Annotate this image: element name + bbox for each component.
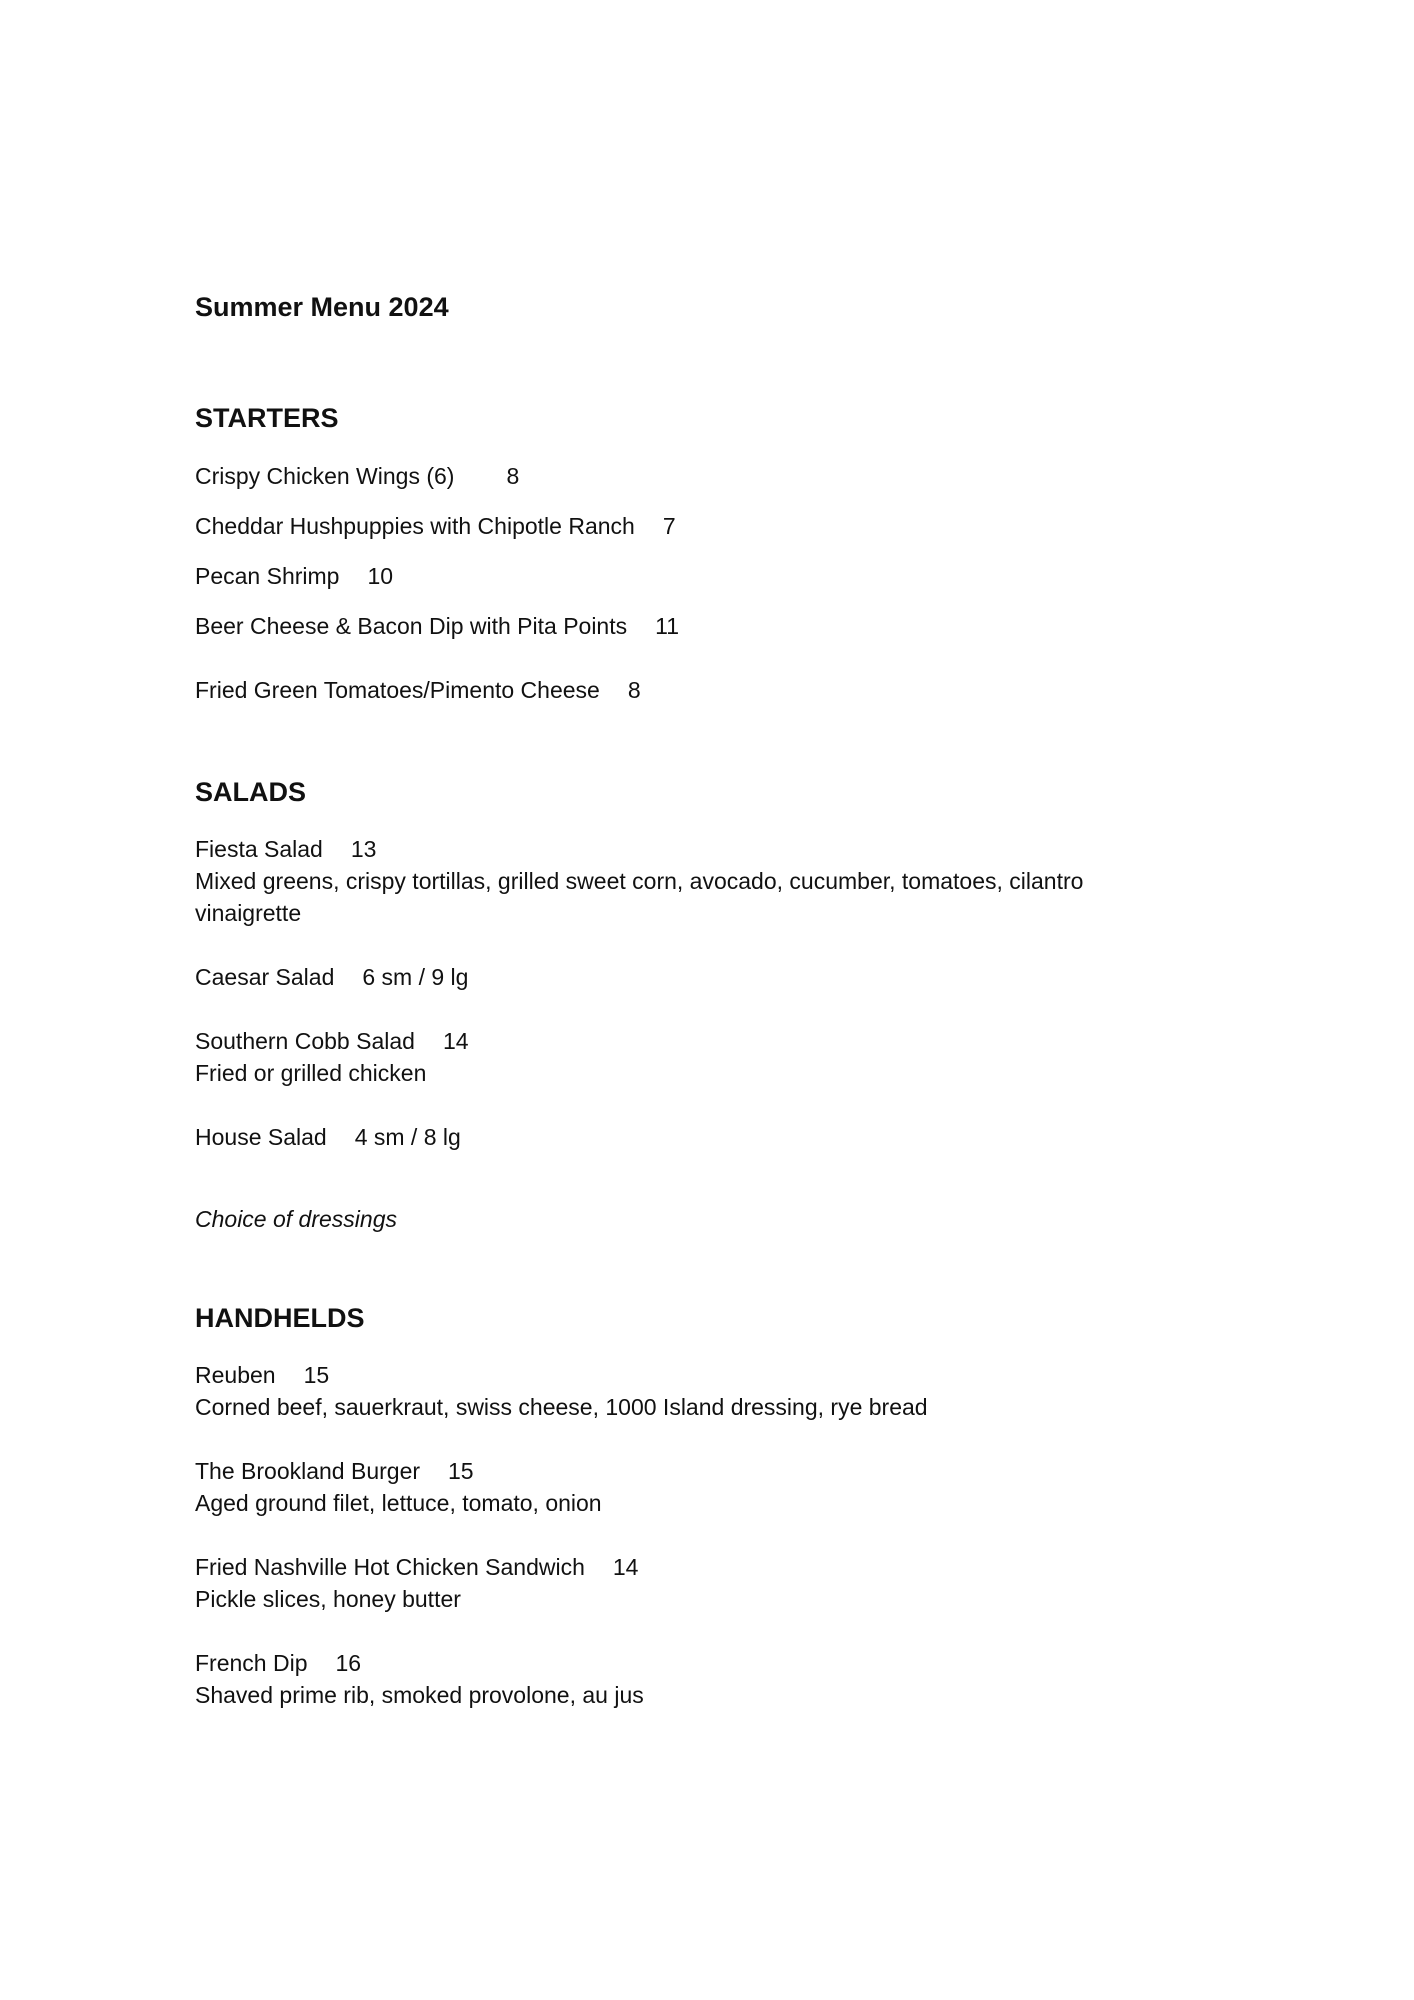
menu-item-price: 14 (612, 1554, 639, 1580)
menu-item-name: The Brookland Burger (195, 1458, 421, 1484)
menu-item-name: House Salad (195, 1124, 327, 1150)
menu-item-name: Fried Nashville Hot Chicken Sandwich (195, 1554, 585, 1580)
menu-item-house-salad (195, 1121, 461, 1153)
section-heading-starters: STARTERS (195, 403, 339, 433)
menu-item-chicken-wings (195, 460, 519, 492)
menu-item-name: Caesar Salad (195, 964, 335, 990)
menu-item-nashville-hot-chicken (195, 1551, 638, 1583)
menu-item-price: 7 (662, 513, 676, 539)
menu-item-description: Shaved prime rib, smoked provolone, au jus (195, 1682, 644, 1708)
menu-item-name: Reuben (195, 1362, 276, 1388)
page-title: Summer Menu 2024 (195, 292, 449, 322)
menu-item-price: 6 sm / 9 lg (362, 964, 469, 990)
menu-page (195, 0, 1295, 2000)
menu-item-pecan-shrimp (195, 560, 393, 592)
menu-item-name: Beer Cheese & Bacon Dip with Pita Points (195, 613, 628, 639)
section-heading-handhelds: HANDHELDS (195, 1303, 365, 1333)
menu-item-description: Fried or grilled chicken (195, 1060, 427, 1086)
menu-item-price: 8 (627, 677, 641, 703)
menu-item-description: Pickle slices, honey butter (195, 1586, 461, 1612)
menu-item-name: Southern Cobb Salad (195, 1028, 415, 1054)
menu-item-french-dip (195, 1647, 361, 1679)
menu-item-price: 8 (506, 463, 520, 489)
menu-item-beer-cheese-dip (195, 610, 679, 642)
menu-item-description: Aged ground filet, lettuce, tomato, onion (195, 1490, 602, 1516)
menu-item-fiesta-salad (195, 833, 376, 865)
menu-item-price: 14 (442, 1028, 469, 1054)
menu-item-brookland-burger (195, 1455, 474, 1487)
menu-item-price: 4 sm / 8 lg (354, 1124, 461, 1150)
menu-item-reuben (195, 1359, 329, 1391)
menu-item-description: Corned beef, sauerkraut, swiss cheese, 1000 Island dressing, rye bread (195, 1394, 928, 1420)
menu-item-caesar-salad (195, 961, 468, 993)
menu-item-name: Fried Green Tomatoes/Pimento Cheese (195, 677, 600, 703)
section-heading-salads: SALADS (195, 777, 307, 807)
menu-item-price: 15 (448, 1458, 474, 1484)
menu-item-price: 15 (303, 1362, 330, 1388)
menu-item-price: 10 (367, 563, 394, 589)
menu-item-price: 11 (655, 613, 680, 639)
menu-item-name: Pecan Shrimp (195, 563, 340, 589)
menu-item-name: French Dip (195, 1650, 308, 1676)
menu-item-hushpuppies (195, 510, 676, 542)
menu-item-southern-cobb-salad (195, 1025, 469, 1057)
menu-item-price: 16 (335, 1650, 362, 1676)
menu-item-name: Fiesta Salad (195, 836, 323, 862)
menu-item-fried-green-tomatoes (195, 674, 641, 706)
menu-item-name: Crispy Chicken Wings (6) (195, 463, 455, 489)
menu-item-description: Mixed greens, crispy tortillas, grilled sweet corn, avocado, cucumber, tomatoes, cilantro vinaigrette (195, 868, 1084, 926)
dressings-note: Choice of dressings (195, 1206, 397, 1232)
menu-item-price: 13 (350, 836, 377, 862)
menu-item-name: Cheddar Hushpuppies with Chipotle Ranch (195, 513, 635, 539)
